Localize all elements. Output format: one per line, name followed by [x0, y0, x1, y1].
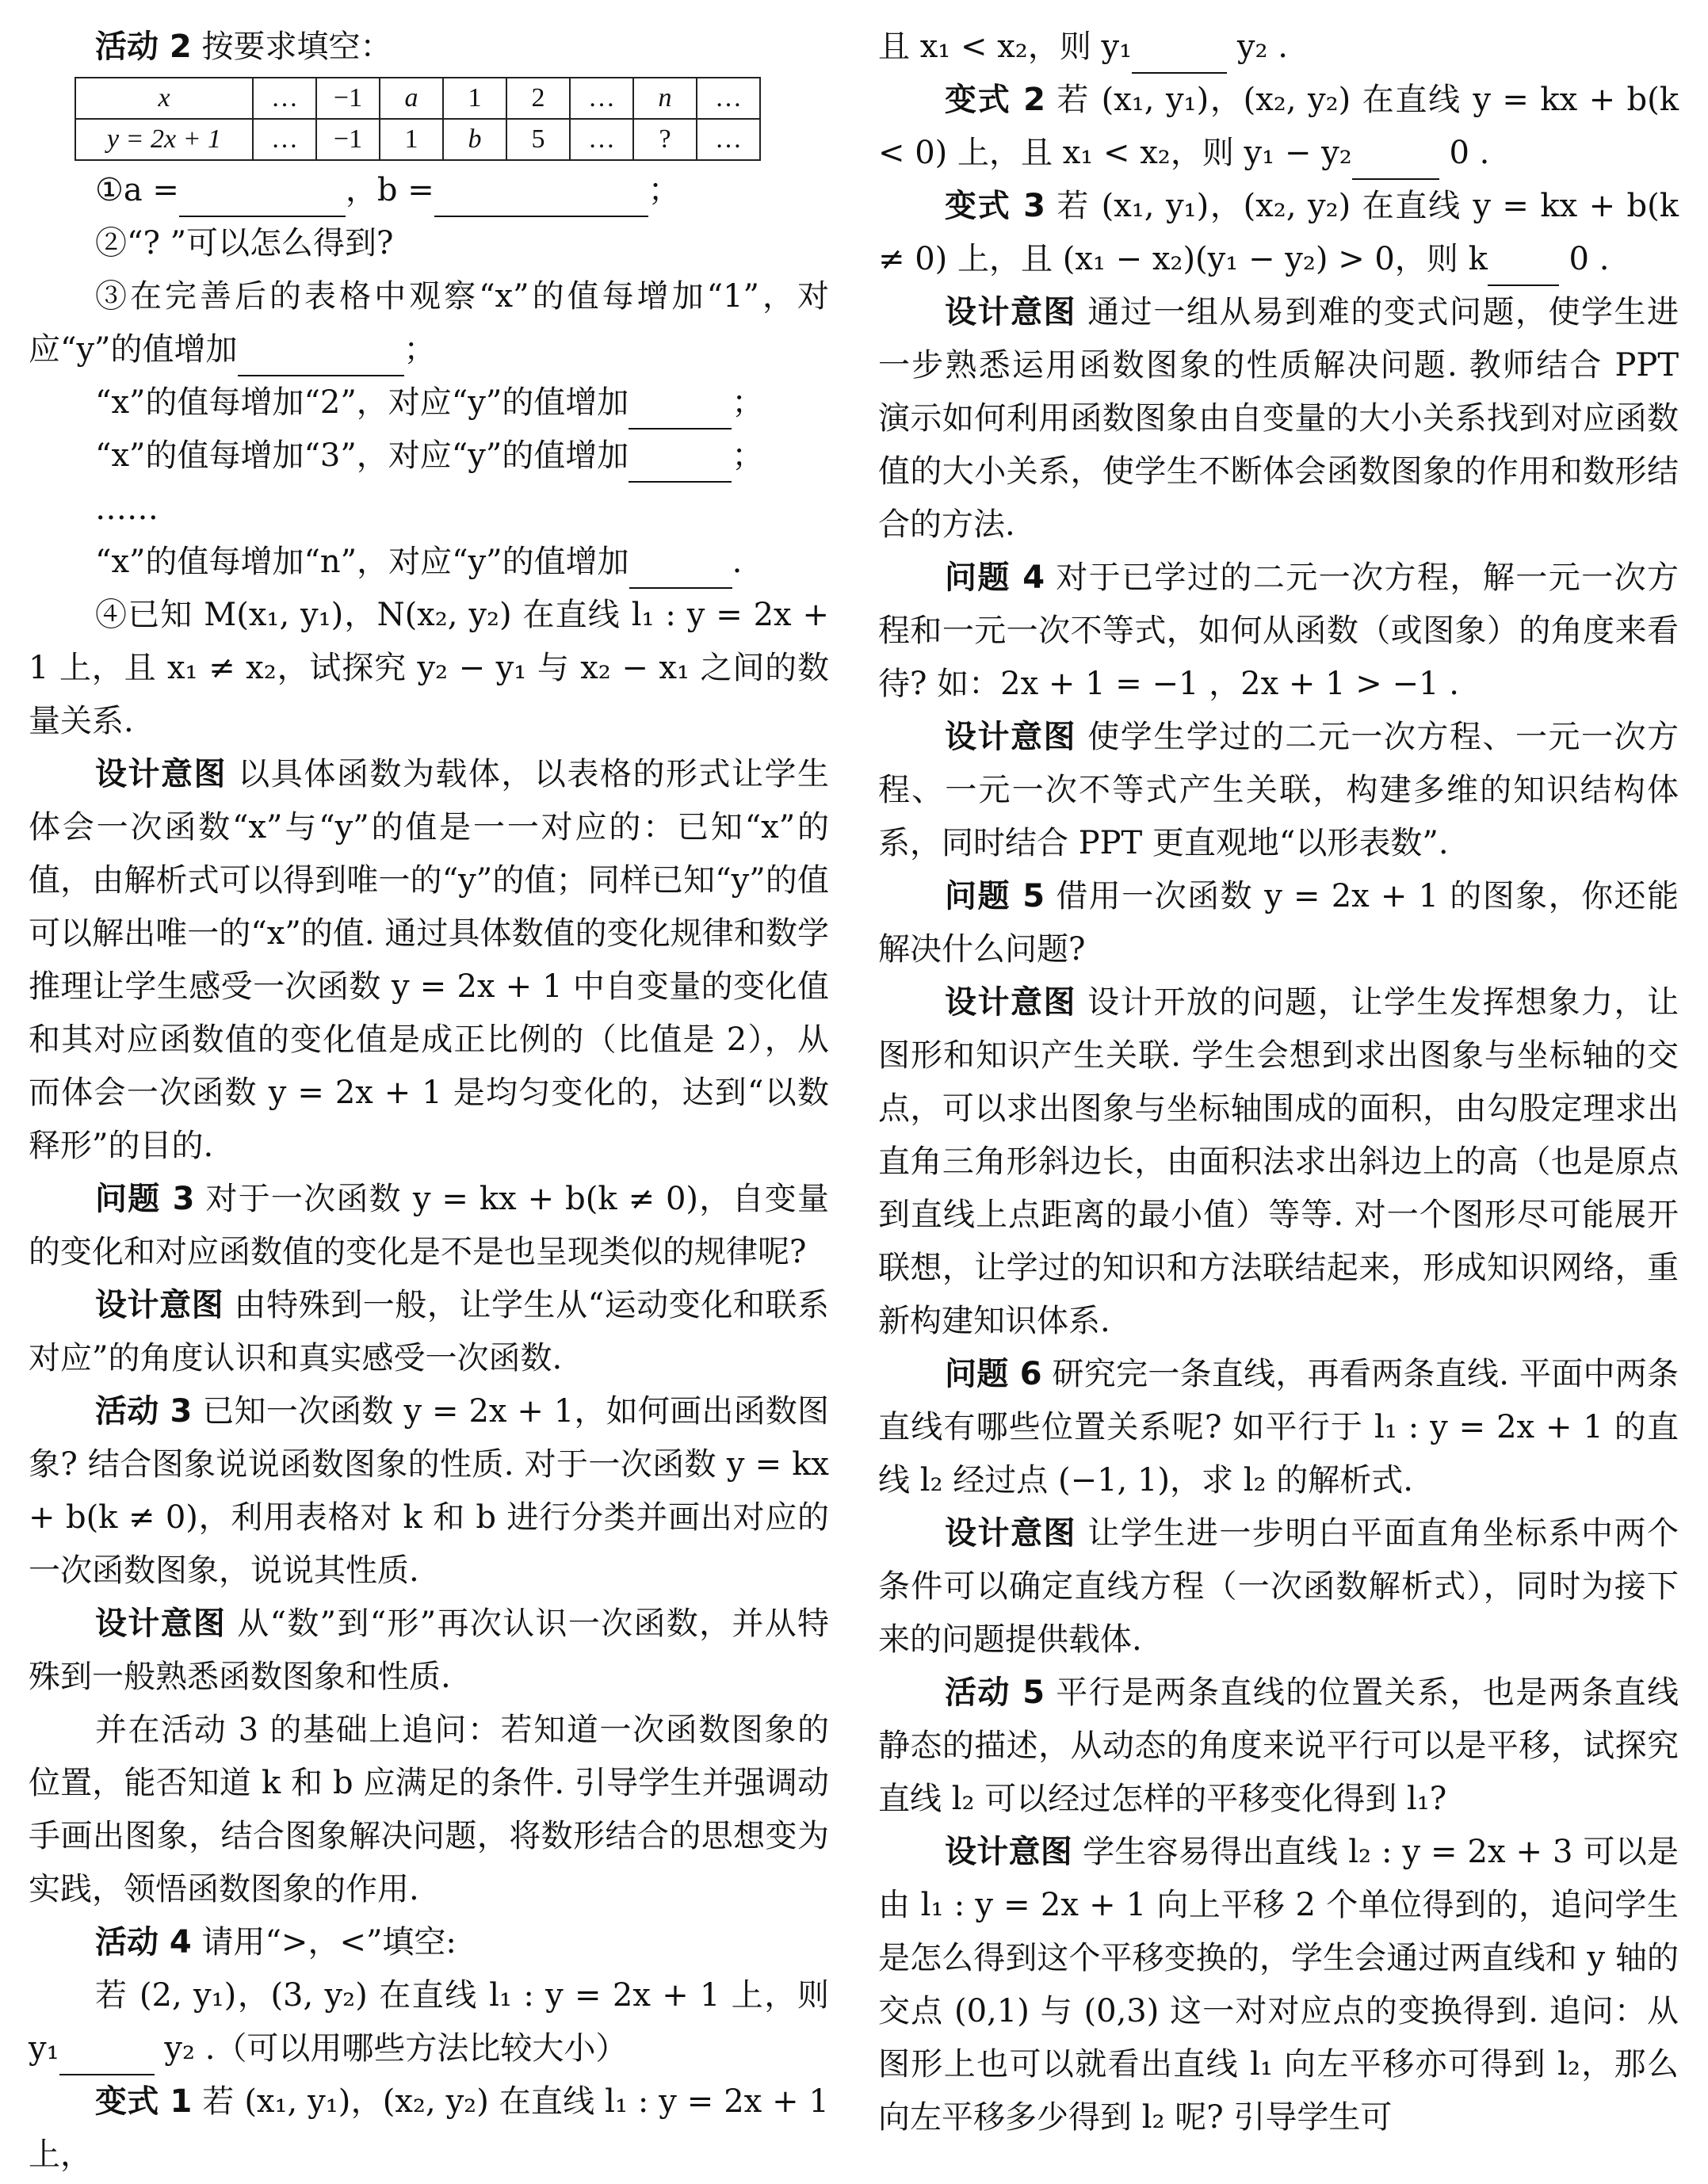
dots-line: ……	[95, 491, 159, 527]
table-cell: a	[380, 78, 443, 119]
variant-3	[878, 180, 1679, 286]
question-3c	[29, 430, 829, 483]
problem-6	[878, 1348, 1679, 1507]
question-3	[29, 270, 829, 376]
q3b-end: ；	[732, 384, 764, 421]
followup-paragraph: 并在活动 3 的基础上追问：若知道一次函数图象的位置，能否知道 k 和 b 应满足的条件. 引导学生并强调动手画出图象，结合图象解决问题，将数形结合的思想变为实践，领悟函数图象的作用.	[29, 1712, 829, 1907]
intent-4-title: 设计意图	[945, 294, 1077, 330]
variant-1	[29, 2075, 829, 2182]
variant-1-continued	[878, 21, 1679, 74]
activity-4-text: 请用“>，<”填空:	[201, 1924, 457, 1961]
blank-line	[1132, 40, 1227, 74]
intent-3-title: 设计意图	[95, 1606, 227, 1642]
intent-1-text: 以具体函数为载体，以表格的形式让学生体会一次函数“x”与“y”的值是一一对应的：已知“x”的值，由解析式可以得到唯一的“y”的值；同样已知“y”的值可以解出唯一的“x”的值. 通过具体数值的变化规律和数学推理让学生感受一次函数 y = 2x + 1 中自变量的变化值和其对应函数值的变化值是成正比例的（比值是 2），从而体会一次函数 y = 2x + 1 是均匀变化的，达到“以数释形”的目的.	[29, 756, 830, 1164]
intent-8-text: 学生容易得出直线 l₂ : y = 2x + 3 可以是由 l₁ : y = 2x + 1 向上平移 2 个单位得到的，追问学生是怎么得到这个平移变换的，学生会通过两直线和 y 轴的交点 (0,1) 与 (0,3) 这一对对应点的变换得到. 追问：从图形上也可以就看出直线 l₁ 向左平移亦可得到 l₂，那么向左平移多少得到 l₂ 呢? 引导学生可	[878, 1834, 1679, 2136]
variant-1-title: 变式 1	[95, 2083, 193, 2120]
blank-line	[1488, 253, 1559, 286]
intent-7-title: 设计意图	[945, 1515, 1077, 1552]
problem-4-title: 问题 4	[945, 559, 1045, 596]
q3c-text: “x”的值每增加“3”，对应“y”的值增加	[95, 437, 629, 474]
intent-6-title: 设计意图	[945, 984, 1077, 1021]
question-3n	[29, 536, 829, 589]
intent-5	[878, 711, 1679, 870]
table-cell: −1	[316, 78, 380, 119]
activity-3-text: 已知一次函数 y = 2x + 1，如何画出函数图象? 结合图象说说函数图象的性质. 对于一次函数 y = kx + b(k ≠ 0)，利用表格对 k 和 b 进行分类并画出对应的一次函数图象，说说其性质.	[29, 1393, 829, 1589]
intent-7-text: 让学生进一步明白平面直角坐标系中两个条件可以确定直线方程（一次函数解析式），同时为接下来的问题提供载体.	[878, 1515, 1679, 1658]
activity2-heading	[29, 21, 829, 74]
variant-3-text: 若 (x₁, y₁)，(x₂, y₂) 在直线 y = kx + b(k ≠ 0) 上，且 (x₁ − x₂)(y₁ − y₂) > 0，则 k	[878, 188, 1679, 277]
q3b-text: “x”的值每增加“2”，对应“y”的值增加	[95, 384, 629, 421]
intent-6-text: 设计开放的问题，让学生发挥想象力，让图形和知识产生关联. 学生会想到求出图象与坐标轴的交点，可以求出图象与坐标轴围成的面积，由勾股定理求出直角三角形斜边长，由面积法求出斜边上的高（也是原点到直线上点距离的最小值）等等. 对一个图形尽可能展开联想，让学过的知识和方法联结起来，形成知识网络，重新构建知识体系.	[878, 984, 1679, 1339]
activity-3	[29, 1385, 829, 1598]
variant-3-title: 变式 3	[945, 188, 1045, 224]
blank-line	[1352, 147, 1439, 180]
intent-4	[878, 286, 1679, 552]
activity2-title: 活动 2	[95, 29, 192, 65]
variant-3-end: 0 .	[1569, 241, 1610, 277]
blank-line	[629, 396, 732, 430]
table-row-x	[75, 78, 760, 119]
blank-line	[629, 556, 732, 589]
table-cell: …	[697, 119, 760, 160]
intent-2-title: 设计意图	[95, 1287, 224, 1323]
problem-6-text: 研究完一条直线，再看两条直线. 平面中两条直线有哪些位置关系呢? 如平行于 l₁ : y = 2x + 1 的直线 l₂ 经过点 (−1, 1)，求 l₂ 的解析式.	[878, 1356, 1679, 1499]
table-cell: …	[697, 78, 760, 119]
activity-4	[29, 1916, 829, 1969]
table-cell: …	[570, 119, 633, 160]
question-2: ②“? ”可以怎么得到?	[95, 225, 394, 262]
activity-3-title: 活动 3	[95, 1393, 193, 1430]
table-cell: ?	[633, 119, 697, 160]
table-cell: y = 2x + 1	[75, 119, 253, 160]
variant-1-end: y₂ .	[1236, 29, 1288, 65]
problem-5-title: 问题 5	[945, 878, 1045, 914]
q3n-end: .	[732, 544, 743, 580]
activity-4-q-text: 若 (2, y₁)，(3, y₂) 在直线 l₁ : y = 2x + 1 上，则 y₁	[29, 1977, 829, 2067]
blank-line	[238, 343, 404, 376]
blank-line	[59, 2042, 155, 2075]
activity-5-title: 活动 5	[945, 1674, 1045, 1711]
variant-1-text: 若 (x₁, y₁)，(x₂, y₂) 在直线 l₁ : y = 2x + 1 上，	[29, 2083, 829, 2173]
table-cell: …	[253, 119, 316, 160]
table-cell: …	[570, 78, 633, 119]
q3-text: ③在完善后的表格中观察“x”的值每增加“1”，对应“y”的值增加	[29, 278, 829, 368]
table-cell: −1	[316, 119, 380, 160]
variant-2	[878, 74, 1679, 180]
activity2-table	[75, 77, 761, 161]
table-cell: 1	[443, 78, 506, 119]
problem-3-text: 对于一次函数 y = kx + b(k ≠ 0)，自变量的变化和对应函数值的变化是不是也呈现类似的规律呢?	[29, 1181, 830, 1270]
variant-2-end: 0 .	[1449, 135, 1490, 171]
table-cell: x	[75, 78, 253, 119]
q1-end: ；	[648, 172, 680, 208]
problem-6-title: 问题 6	[945, 1356, 1042, 1392]
intent-8	[878, 1826, 1679, 2144]
intent-2-text: 由特殊到一般，让学生从“运动变化和联系对应”的角度认识和真实感受一次函数.	[29, 1287, 830, 1376]
intent-3-text: 从“数”到“形”再次认识一次函数，并从特殊到一般熟悉函数图象和性质.	[29, 1606, 830, 1695]
blank-line	[434, 184, 648, 217]
problem-4-text: 对于已学过的二元一次方程，解一元一次方程和一元一次不等式，如何从函数（或图象）的角度来看待? 如：2x + 1 = −1 ，2x + 1 > −1 .	[878, 559, 1679, 702]
problem-4	[878, 552, 1679, 711]
activity-5	[878, 1667, 1679, 1826]
intent-6	[878, 976, 1679, 1348]
table-cell: b	[443, 119, 506, 160]
q3c-end: ；	[732, 437, 764, 474]
activity-4-title: 活动 4	[95, 1924, 192, 1961]
table-cell: 1	[380, 119, 443, 160]
q1-b-label: ，b =	[345, 172, 434, 208]
q3n-text: “x”的值每增加“n”，对应“y”的值增加	[95, 544, 629, 580]
activity2-text: 按要求填空：	[201, 29, 392, 65]
intent-7	[878, 1507, 1679, 1667]
intent-8-title: 设计意图	[945, 1834, 1073, 1870]
blank-line	[179, 184, 346, 217]
activity-4-q-end: y₂ .（可以用哪些方法比较大小）	[164, 2030, 628, 2067]
table-cell: 2	[506, 78, 570, 119]
activity-4-question	[29, 1969, 829, 2075]
variant-2-title: 变式 2	[945, 82, 1045, 118]
problem-3	[29, 1173, 829, 1279]
left-column	[29, 21, 829, 2182]
intent-4-text: 通过一组从易到难的变式问题，使学生进一步熟悉运用函数图象的性质解决问题. 教师结合 PPT 演示如何利用函数图象由自变量的大小关系找到对应函数值的大小关系，使学生不断体会函数图象的作用和数形结合的方法.	[878, 294, 1679, 543]
variant-2-text: 若 (x₁, y₁)，(x₂, y₂) 在直线 y = kx + b(k < 0) 上，且 x₁ < x₂，则 y₁ − y₂	[878, 82, 1679, 171]
problem-5-text: 借用一次函数 y = 2x + 1 的图象，你还能解决什么问题?	[878, 878, 1679, 968]
intent-1-title: 设计意图	[95, 756, 227, 792]
intent-5-text: 使学生学过的二元一次方程、一元一次方程、一元一次不等式产生关联，构建多维的知识结构体系，同时结合 PPT 更直观地“以形表数”.	[878, 719, 1679, 861]
question-1	[29, 164, 829, 217]
intent-2	[29, 1279, 829, 1385]
table-row-y	[75, 119, 760, 160]
variant-1-cont-text: 且 x₁ < x₂，则 y₁	[878, 29, 1133, 65]
question-4: ④已知 M(x₁, y₁)，N(x₂, y₂) 在直线 l₁ : y = 2x + 1 上，且 x₁ ≠ x₂，试探究 y₂ − y₁ 与 x₂ − x₁ 之间的数量关系.	[29, 597, 829, 739]
table-cell: 5	[506, 119, 570, 160]
activity-5-text: 平行是两条直线的位置关系，也是两条直线静态的描述，从动态的角度来说平行可以是平移，试探究直线 l₂ 可以经过怎样的平移变化得到 l₁?	[878, 1674, 1679, 1817]
right-column	[878, 21, 1679, 2144]
problem-5	[878, 870, 1679, 976]
table-cell: …	[253, 78, 316, 119]
intent-3	[29, 1598, 829, 1704]
q1-label: ①a =	[95, 172, 179, 208]
blank-line	[629, 449, 732, 483]
table-cell: n	[633, 78, 697, 119]
intent-5-title: 设计意图	[945, 719, 1077, 755]
problem-3-title: 问题 3	[95, 1181, 195, 1217]
q3-end: ；	[403, 331, 436, 368]
question-3b	[29, 376, 829, 430]
intent-1	[29, 748, 829, 1173]
